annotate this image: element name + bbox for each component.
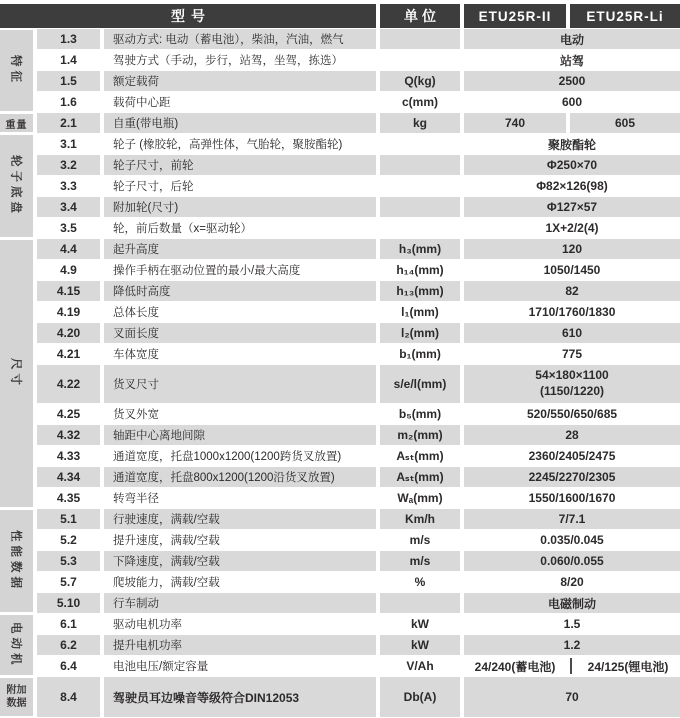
spec-table-body — [0, 29, 680, 718]
category-label — [0, 615, 33, 675]
row-unit: Aₛₜ(mm) — [396, 449, 444, 463]
model-column-header: 型号 — [0, 4, 376, 28]
spec-row — [37, 29, 680, 49]
row-number: 1.4 — [60, 53, 77, 67]
row-unit — [380, 218, 460, 238]
row-label: 爬坡能力，满载/空载 — [113, 577, 220, 589]
row-unit — [380, 50, 460, 70]
spec-row — [37, 50, 680, 70]
row-value-secondary: 605 — [570, 113, 680, 133]
row-number: 4.9 — [60, 263, 77, 277]
spec-row — [37, 176, 680, 196]
row-number: 3.4 — [37, 197, 100, 217]
spec-row — [37, 281, 680, 301]
row-value: 2500 — [464, 71, 680, 91]
row-number: 6.1 — [60, 617, 77, 631]
spec-row — [37, 71, 680, 91]
spec-row — [37, 656, 680, 676]
row-label: 行车制动 — [104, 593, 376, 613]
row-label: 轮子尺寸，后轮 — [113, 181, 194, 193]
row-value: 2245/2270/2305 — [464, 467, 680, 487]
row-value: 7/7.1 — [464, 509, 680, 529]
row-number: 3.5 — [60, 221, 77, 235]
spec-row — [37, 467, 680, 487]
row-number: 4.21 — [56, 347, 81, 361]
row-unit: V/Ah — [406, 659, 434, 673]
spec-row — [37, 218, 680, 238]
row-unit: c(mm) — [401, 95, 438, 109]
category-cell — [0, 113, 33, 134]
spec-section — [0, 614, 680, 677]
category-label-text: 性能数据 — [9, 530, 22, 592]
row-unit — [380, 29, 460, 49]
row-label: 操作手柄在驱动位置的最小/最大高度 — [113, 265, 301, 277]
row-unit: b₁(mm) — [399, 347, 441, 361]
row-label: 货叉外宽 — [113, 409, 159, 421]
row-label: 驱动电机功率 — [113, 619, 182, 631]
row-number: 3.1 — [60, 137, 77, 151]
row-number: 4.32 — [37, 425, 100, 445]
row-value: 电动 — [464, 29, 680, 49]
row-unit: kW — [411, 617, 429, 631]
category-cell — [0, 134, 33, 239]
category-label: 重量 — [0, 114, 33, 132]
spec-row — [37, 509, 680, 529]
row-label: 货叉尺寸 — [104, 365, 376, 403]
row-number: 6.4 — [60, 659, 77, 673]
row-unit: l₂(mm) — [380, 323, 460, 343]
category-label-line: 数据 — [6, 698, 27, 709]
spec-section — [0, 509, 680, 614]
section-rows — [37, 677, 680, 718]
category-label — [0, 240, 33, 507]
row-label: 轮，前后数量（x=驱动轮） — [113, 223, 252, 235]
row-value: 电磁制动 — [464, 593, 680, 613]
category-cell — [0, 29, 33, 113]
row-unit: h₁₃(mm) — [380, 281, 460, 301]
category-cell — [0, 677, 33, 718]
row-label: 附加轮(尺寸) — [104, 197, 376, 217]
row-number: 4.22 — [37, 365, 100, 403]
row-number: 4.15 — [37, 281, 100, 301]
row-label: 叉面长度 — [104, 323, 376, 343]
row-unit: Db(A) — [380, 677, 460, 717]
row-label: 驾驶员耳边噪音等级符合DIN12053 — [104, 677, 376, 717]
category-label — [0, 30, 33, 111]
row-label: 行驶速度，满载/空载 — [104, 509, 376, 529]
row-number: 1.3 — [37, 29, 100, 49]
spec-row — [37, 155, 680, 175]
category-label-text: 尺寸 — [9, 358, 22, 389]
spec-section — [0, 239, 680, 509]
row-label: 转弯半径 — [113, 493, 159, 505]
spec-row — [37, 239, 680, 259]
row-label: 轮子尺寸，前轮 — [104, 155, 376, 175]
row-value: 0.060/0.055 — [464, 551, 680, 571]
category-cell — [0, 509, 33, 614]
spec-section — [0, 113, 680, 134]
row-number: 4.4 — [37, 239, 100, 259]
row-value — [464, 365, 680, 403]
row-value-line: (1150/1220) — [539, 384, 605, 398]
category-label — [0, 510, 33, 612]
spec-row — [37, 425, 680, 445]
row-number: 2.1 — [37, 113, 100, 133]
category-label-text: 轮子底盘 — [9, 155, 22, 217]
row-unit: l₁(mm) — [401, 305, 439, 319]
row-value: 1.5 — [563, 617, 581, 631]
spec-row — [37, 530, 680, 550]
spec-row — [37, 92, 680, 112]
category-cell — [0, 239, 33, 509]
row-unit — [380, 197, 460, 217]
row-label: 提升电机功率 — [104, 635, 376, 655]
row-value: 0.035/0.045 — [540, 533, 604, 547]
row-value: 1X+2/2(4) — [545, 221, 599, 235]
row-number: 1.5 — [37, 71, 100, 91]
spec-row — [37, 446, 680, 466]
row-unit: Wₐ(mm) — [397, 491, 443, 505]
row-number: 5.1 — [37, 509, 100, 529]
row-number: 4.19 — [56, 305, 81, 319]
row-value: 82 — [464, 281, 680, 301]
row-label: 轮子 (橡胶轮，高弹性体，气胎轮，聚胺酯轮) — [113, 139, 343, 151]
row-value: 1710/1760/1830 — [528, 305, 616, 319]
row-value: 520/550/650/685 — [526, 407, 618, 421]
row-value-lines — [535, 368, 608, 399]
row-number: 3.3 — [60, 179, 77, 193]
spec-section — [0, 677, 680, 718]
row-label: 驾驶方式（手动，步行，站驾，坐驾，拣选） — [113, 55, 343, 67]
row-unit — [380, 176, 460, 196]
row-number: 4.33 — [56, 449, 81, 463]
row-unit: kg — [380, 113, 460, 133]
row-number: 4.20 — [37, 323, 100, 343]
row-value-primary: 24/240(蓄电池) — [474, 659, 556, 674]
row-value: 2360/2405/2475 — [528, 449, 616, 463]
row-value-primary: 740 — [464, 113, 566, 133]
row-unit: m/s — [409, 533, 431, 547]
row-unit: Km/h — [380, 509, 460, 529]
row-unit: Aₛₜ(mm) — [380, 467, 460, 487]
category-label — [0, 135, 33, 237]
row-value: 610 — [464, 323, 680, 343]
row-value: 聚胺酯轮 — [547, 137, 596, 152]
model-name-header-1: ETU25R-II — [464, 4, 566, 28]
section-rows — [37, 239, 680, 509]
spec-row — [37, 551, 680, 571]
row-unit — [380, 134, 460, 154]
category-cell — [0, 614, 33, 677]
row-label: 降低时高度 — [104, 281, 376, 301]
row-label: 轴距中心离地间隙 — [104, 425, 376, 445]
row-unit: % — [414, 575, 426, 589]
row-label: 自重(带电瓶) — [104, 113, 376, 133]
row-value: 1.2 — [464, 635, 680, 655]
row-unit: m/s — [380, 551, 460, 571]
section-rows — [37, 29, 680, 113]
row-label: 电池电压/额定容量 — [113, 661, 209, 673]
row-unit: kW — [380, 635, 460, 655]
row-value: 站驾 — [559, 53, 584, 68]
category-label-text: 特征 — [9, 55, 22, 86]
row-number: 5.3 — [37, 551, 100, 571]
row-value: 1050/1450 — [543, 263, 601, 277]
spec-row — [37, 488, 680, 508]
row-number: 4.34 — [37, 467, 100, 487]
section-rows — [37, 113, 680, 134]
row-value: 600 — [561, 95, 583, 109]
spec-section — [0, 134, 680, 239]
spec-row — [37, 677, 680, 717]
row-label: 驱动方式: 电动（蓄电池），柴油，汽油，燃气 — [104, 29, 376, 49]
spec-row — [37, 323, 680, 343]
unit-column-header: 单位 — [380, 4, 460, 28]
spec-row — [37, 260, 680, 280]
row-number: 5.7 — [60, 575, 77, 589]
row-value: 775 — [561, 347, 583, 361]
row-number: 3.2 — [37, 155, 100, 175]
row-label: 载荷中心距 — [113, 97, 171, 109]
spec-row — [37, 572, 680, 592]
row-number: 1.6 — [60, 95, 77, 109]
spec-row — [37, 113, 680, 133]
spec-row — [37, 344, 680, 364]
row-label: 通道宽度，托盘1000x1200(1200跨货叉放置) — [113, 451, 342, 463]
row-number: 4.35 — [56, 491, 81, 505]
row-number: 6.2 — [37, 635, 100, 655]
row-label: 额定载荷 — [104, 71, 376, 91]
row-label: 总体长度 — [113, 307, 159, 319]
row-label: 通道宽度，托盘800x1200(1200沿货叉放置) — [104, 467, 376, 487]
row-number: 8.4 — [37, 677, 100, 717]
spec-row — [37, 614, 680, 634]
row-unit: b₅(mm) — [398, 407, 442, 421]
row-unit: h₁₄(mm) — [396, 263, 444, 277]
table-header — [0, 4, 680, 28]
row-label: 车体宽度 — [113, 349, 159, 361]
model-name-header-2: ETU25R-Li — [570, 4, 680, 28]
row-unit — [380, 155, 460, 175]
row-value: 1550/1600/1670 — [528, 491, 616, 505]
value-divider — [570, 658, 572, 674]
row-value: 8/20 — [560, 575, 584, 589]
section-rows — [37, 134, 680, 239]
row-unit: m₂(mm) — [380, 425, 460, 445]
row-unit — [380, 593, 460, 613]
row-number: 4.25 — [56, 407, 81, 421]
row-unit: h₃(mm) — [380, 239, 460, 259]
row-label: 下降速度，满载/空载 — [104, 551, 376, 571]
row-label: 起升高度 — [104, 239, 376, 259]
spec-section — [0, 29, 680, 113]
spec-row — [37, 593, 680, 613]
row-label: 提升速度，满载/空载 — [113, 535, 220, 547]
row-value: Φ127×57 — [464, 197, 680, 217]
row-value: 70 — [464, 677, 680, 717]
spec-row — [37, 197, 680, 217]
row-number: 5.2 — [60, 533, 77, 547]
category-label — [0, 678, 33, 716]
spec-row — [37, 635, 680, 655]
row-value: Φ250×70 — [464, 155, 680, 175]
category-label-text: 电动机 — [9, 621, 22, 669]
category-label-line: 附加 — [6, 685, 27, 696]
row-value: Φ82×126(98) — [536, 179, 608, 193]
row-value-line: 54×180×1100 — [535, 368, 609, 383]
section-rows — [37, 614, 680, 677]
row-value-secondary: 24/125(锂电池) — [587, 659, 669, 674]
row-unit: Q(kg) — [380, 71, 460, 91]
spec-row — [37, 365, 680, 403]
spec-row — [37, 134, 680, 154]
row-value: 28 — [464, 425, 680, 445]
spec-row — [37, 302, 680, 322]
spec-row — [37, 404, 680, 424]
row-unit: s/e/l(mm) — [380, 365, 460, 403]
row-number: 5.10 — [37, 593, 100, 613]
row-value: 120 — [464, 239, 680, 259]
section-rows — [37, 509, 680, 614]
